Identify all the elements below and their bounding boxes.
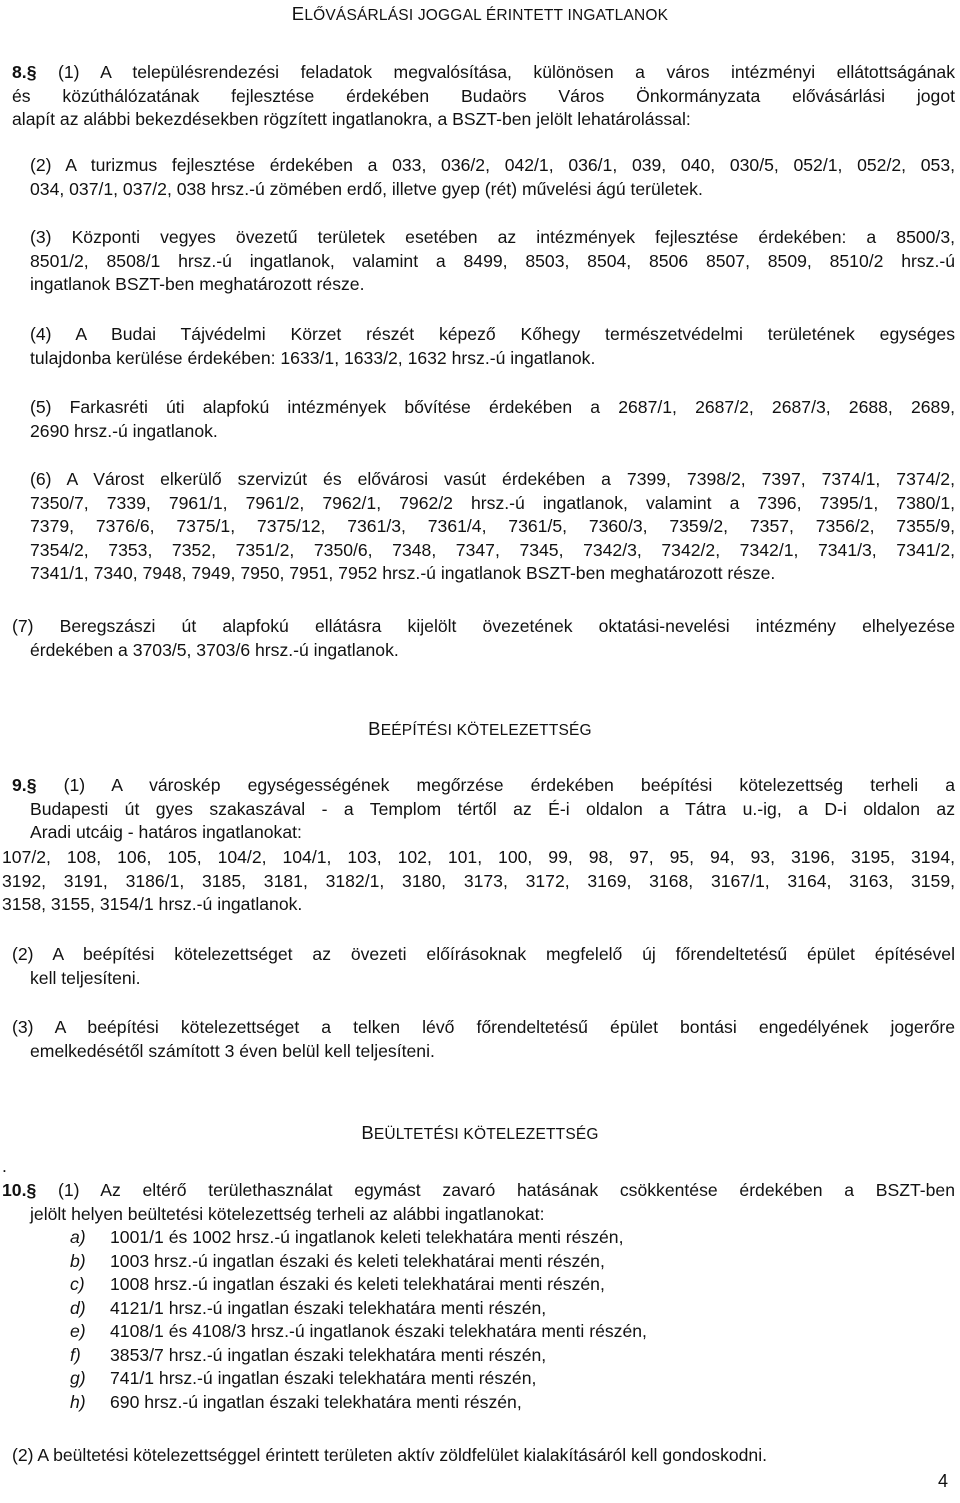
section-10-paragraph-2 xyxy=(12,1444,767,1468)
section-number: 8. xyxy=(12,62,27,82)
item-text: 741/1 hrsz.-ú ingatlan északi telekhatára menti részén, xyxy=(110,1368,537,1388)
section-8-paragraph-5 xyxy=(30,396,955,443)
section-number: 10. xyxy=(2,1180,27,1200)
text-line: ingatlanok BSZT-ben meghatározott része. xyxy=(30,274,365,294)
text-line: (2) A turizmus fejlesztése érdekében a 033, 036/2, 042/1, 036/1, 039, 040, 030/5, 052/1, 052/2, 053, xyxy=(30,155,955,175)
text-line: jelölt helyen beültetési kötelezettség terheli az alábbi ingatlanokat: xyxy=(30,1203,545,1224)
item-letter: a) xyxy=(70,1227,86,1247)
heading-rest: EÜLTETÉSI KÖTELEZETTSÉG xyxy=(373,1126,599,1143)
section-number: 9. xyxy=(12,775,27,795)
heading-first-letter: B xyxy=(361,1122,374,1143)
section-9-lot-list xyxy=(2,846,955,917)
item-text: 1001/1 és 1002 hrsz.-ú ingatlanok keleti telekhatára menti részén, xyxy=(110,1227,624,1247)
text-line: Budapesti út gyes szakaszával - a Templom tértől az É-i oldalon a Tátra u.-ig, a D-i oldalon az xyxy=(30,798,955,819)
text-line: (2) A beépítési kötelezettséget az övezeti előírásoknak megfelelő új főrendeltetésű épület építésével xyxy=(12,944,955,964)
stray-dot: . xyxy=(2,1156,7,1176)
section-8-paragraph-3 xyxy=(30,226,955,297)
text-line: (3) A beépítési kötelezettséget a telken lévő főrendeltetésű épület bontási engedélyének jogerőre xyxy=(12,1017,955,1037)
text-line: (5) Farkasréti úti alapfokú intézmények bővítése érdekében a 2687/1, 2687/2, 2687/3, 2688, 2689, xyxy=(30,397,955,417)
heading-preemption xyxy=(0,2,960,28)
text-line: 7341/1, 7340, 7948, 7949, 7950, 7951, 7952 hrsz.-ú ingatlanok BSZT-ben meghatározott része. xyxy=(30,563,776,583)
section-9-paragraph-2 xyxy=(12,943,955,990)
text-line: (4) A Budai Tájvédelmi Körzet részét képező Kőhegy természetvédelmi területének egységes xyxy=(30,324,955,344)
item-letter: f) xyxy=(70,1344,81,1365)
heading-rest: LŐVÁSÁRLÁSI JOGGAL ÉRINTETT INGATLANOK xyxy=(304,7,669,24)
heading-first-letter: B xyxy=(368,718,381,739)
item-text: 4108/1 és 4108/3 hrsz.-ú ingatlanok északi telekhatára menti részén, xyxy=(110,1321,647,1341)
section-8-paragraph-7 xyxy=(12,615,955,662)
text-line: 7350/7, 7339, 7961/1, 7961/2, 7962/1, 7962/2 hrsz.-ú ingatlanok, valamint a 7396, 7395/1, 7380/1, xyxy=(30,492,955,513)
text-line: érdekében a 3703/5, 3703/6 hrsz.-ú ingatlanok. xyxy=(30,639,399,660)
section-8-paragraph-4 xyxy=(30,323,955,370)
text-line: tulajdonba kerülése érdekében: 1633/1, 1633/2, 1632 hrsz.-ú ingatlanok. xyxy=(30,347,596,368)
item-text: 1003 hrsz.-ú ingatlan északi és keleti telekhatárai menti részén, xyxy=(110,1250,605,1271)
item-letter: e) xyxy=(70,1321,86,1341)
section-sign: § xyxy=(26,775,37,795)
text-line: 8501/2, 8508/1 hrsz.-ú ingatlanok, valamint a 8499, 8503, 8504, 8506 8507, 8509, 8510/2 hrsz.-ú xyxy=(30,250,955,271)
heading-building-obligation xyxy=(0,717,960,743)
item-text: 1008 hrsz.-ú ingatlan északi és keleti telekhatárai menti részén, xyxy=(110,1274,605,1294)
text-line: Aradi utcáig - határos ingatlanokat: xyxy=(30,822,302,842)
text-line: (1) A településrendezési feladatok megvalósítása, különösen a város intézményi ellátottságának xyxy=(58,62,955,82)
text-line: (1) A városkép egységességének megőrzése érdekében beépítési kötelezettség terheli a xyxy=(63,775,955,795)
text-line: 107/2, 108, 106, 105, 104/2, 104/1, 103, 102, 101, 100, 99, 98, 97, 95, 94, 93, 3196, 3195, 3194, xyxy=(2,847,955,867)
text-line: emelkedésétől számított 3 éven belül kell teljesíteni. xyxy=(30,1040,435,1061)
heading-first-letter: E xyxy=(291,3,305,24)
text-line: 3158, 3155, 3154/1 hrsz.-ú ingatlanok. xyxy=(2,894,303,914)
item-letter: c) xyxy=(70,1274,85,1294)
item-text: 690 hrsz.-ú ingatlan északi telekhatára menti részén, xyxy=(110,1391,522,1412)
section-8-paragraph-2 xyxy=(30,154,955,201)
section-10-paragraph-1 xyxy=(2,1179,955,1226)
section-9-paragraph-3 xyxy=(12,1016,955,1063)
section-8-paragraph-1 xyxy=(12,61,955,132)
item-letter: d) xyxy=(70,1297,86,1318)
text-line: 034, 037/1, 037/2, 038 hrsz.-ú zömében erdő, illetve gyep (rét) művelési ágú területek. xyxy=(30,178,703,199)
heading-planting-obligation xyxy=(0,1121,960,1147)
text-line: 2690 hrsz.-ú ingatlanok. xyxy=(30,420,218,441)
item-text: 3853/7 hrsz.-ú ingatlan északi telekhatára menti részén, xyxy=(110,1344,547,1365)
section-8-paragraph-6 xyxy=(30,468,955,586)
item-text: 4121/1 hrsz.-ú ingatlan északi telekhatára menti részén, xyxy=(110,1297,547,1318)
text-line: (6) A Várost elkerülő szervizút és elővárosi vasút érdekében a 7399, 7398/2, 7397, 7374/1, 7374/2, xyxy=(30,469,955,489)
text-line: 3192, 3191, 3186/1, 3185, 3181, 3182/1, 3180, 3173, 3172, 3169, 3168, 3167/1, 3164, 3163, 3159, xyxy=(2,870,955,891)
text-line: (3) Központi vegyes övezetű területek esetében az intézmények fejlesztése érdekében: a 8500/3, xyxy=(30,227,955,247)
text-line: (7) Beregszászi út alapfokú ellátásra kijelölt övezetének oktatási-nevelési intézmény elhelyezése xyxy=(12,616,955,636)
page-number: 4 xyxy=(937,1471,948,1491)
heading-rest: EÉPÍTÉSI KÖTELEZETTSÉG xyxy=(380,722,592,739)
section-sign: § xyxy=(26,62,37,82)
text-line: 7354/2, 7353, 7352, 7351/2, 7350/6, 7348, 7347, 7345, 7342/3, 7342/2, 7342/1, 7341/3, 7341/2, xyxy=(30,539,955,560)
text-line: 7379, 7376/6, 7375/1, 7375/12, 7361/3, 7361/4, 7361/5, 7360/3, 7359/2, 7357, 7356/2, 7355/9, xyxy=(30,516,955,536)
text-line: kell teljesíteni. xyxy=(30,967,141,988)
item-letter: h) xyxy=(70,1391,86,1412)
text-line: (2) A beültetési kötelezettséggel érintett területen aktív zöldfelület kialakításáról kell gondoskodni. xyxy=(12,1445,768,1465)
text-line: (1) Az eltérő területhasználat egymást zavaró hatásának csökkentése érdekében a BSZT-ben xyxy=(58,1180,956,1200)
item-letter: b) xyxy=(70,1250,86,1271)
item-letter: g) xyxy=(70,1368,86,1388)
section-sign: § xyxy=(26,1180,37,1200)
section-9-paragraph-1 xyxy=(12,774,955,845)
text-line: és közúthálózatának fejlesztése érdekében Budaörs Város Önkormányzata elővásárlási jogot xyxy=(12,85,955,106)
text-line: alapít az alábbi bekezdésekben rögzített ingatlanokra, a BSZT-ben jelölt lehatárolással: xyxy=(12,109,691,129)
